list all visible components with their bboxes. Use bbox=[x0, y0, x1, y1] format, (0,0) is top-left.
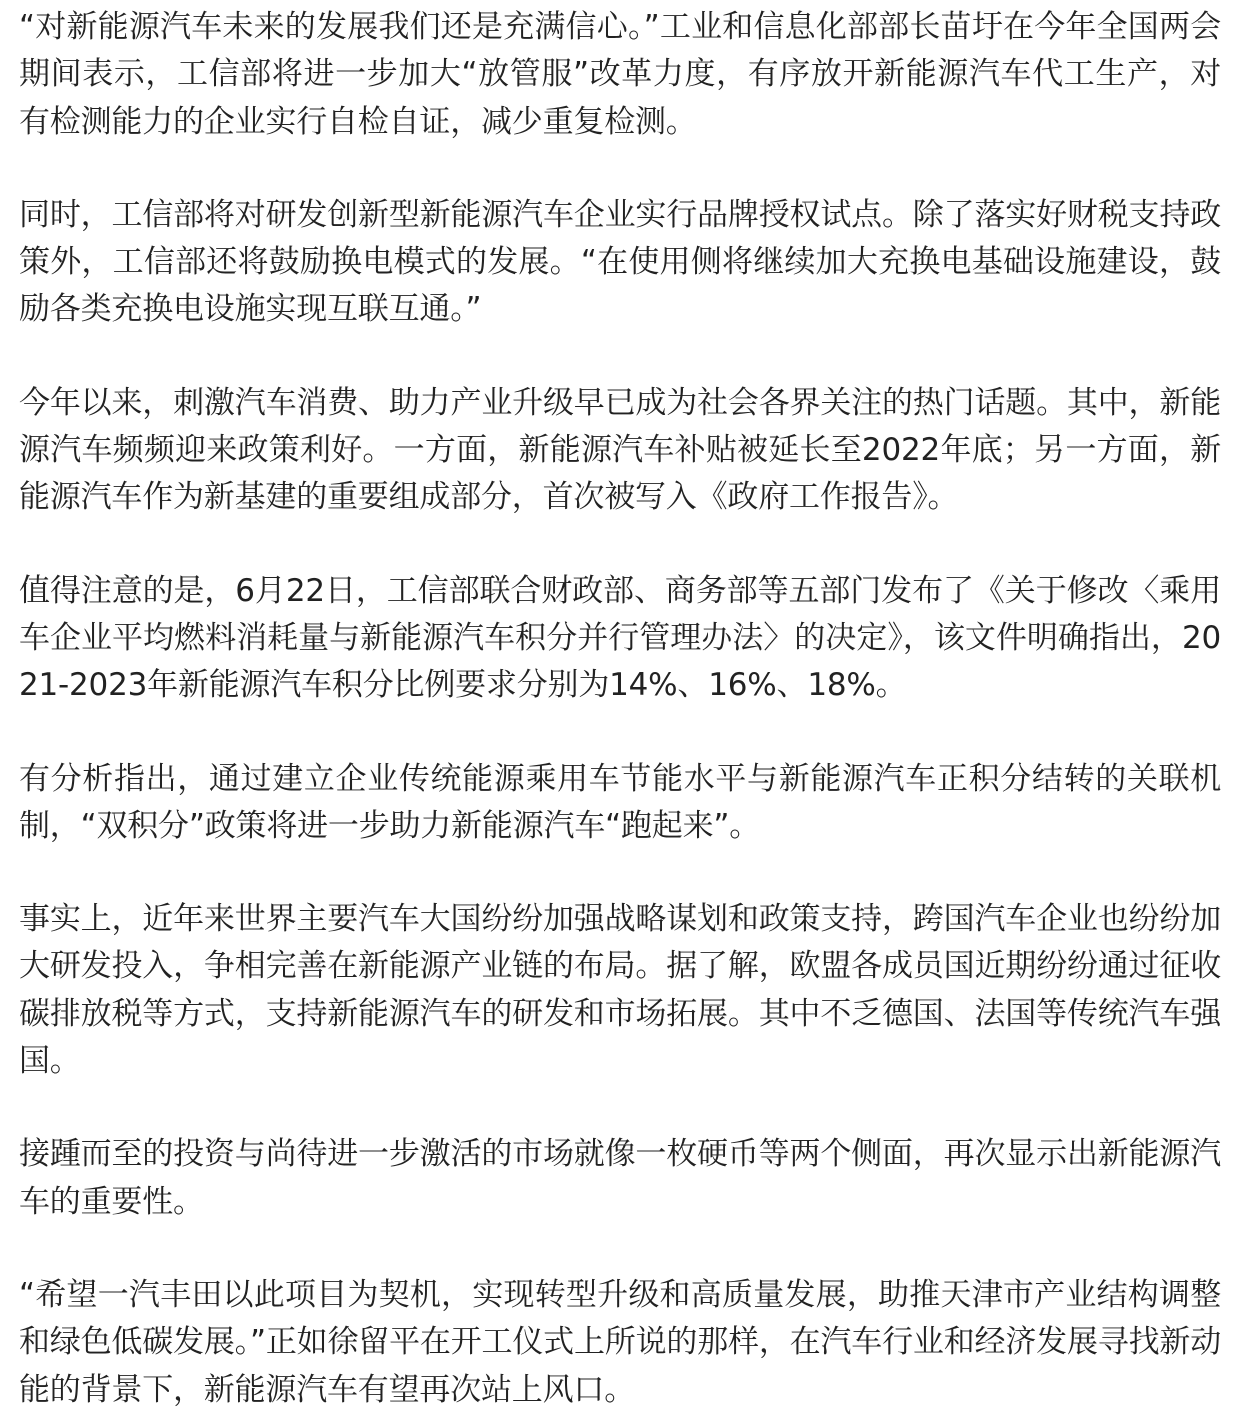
paragraph-4: 值得注意的是，6月22日，工信部联合财政部、商务部等五部门发布了《关于修改〈乘用车企业平均燃料消耗量与新能源汽车积分并行管理办法〉的决定》，该文件明确指出，2021-2023年新能源汽车积分比例要求分别为14%、16%、18%。 bbox=[19, 572, 1221, 704]
paragraph-6: 事实上，近年来世界主要汽车大国纷纷加强战略谋划和政策支持，跨国汽车企业也纷纷加大研发投入，争相完善在新能源产业链的布局。据了解，欧盟各成员国近期纷纷通过征收碳排放税等方式，支持新能源汽车的研发和市场拓展。其中不乏德国、法国等传统汽车强国。 bbox=[19, 901, 1221, 1080]
paragraph-5: 有分析指出，通过建立企业传统能源乘用车节能水平与新能源汽车正积分结转的关联机制，“双积分”政策将进一步助力新能源汽车“跑起来”。 bbox=[19, 760, 1221, 844]
paragraph-2: 同时，工信部将对研发创新型新能源汽车企业实行品牌授权试点。除了落实好财税支持政策外，工信部还将鼓励换电模式的发展。“在使用侧将继续加大充换电基础设施建设，鼓励各类充换电设施实现互联互通。” bbox=[19, 196, 1221, 328]
article-body bbox=[19, 4, 1221, 1414]
paragraph-1: “对新能源汽车未来的发展我们还是充满信心。”工业和信息化部部长苗圩在今年全国两会期间表示，工信部将进一步加大“放管服”改革力度，有序放开新能源汽车代工生产，对有检测能力的企业实行自检自证，减少重复检测。 bbox=[19, 9, 1221, 140]
paragraph-8: “希望一汽丰田以此项目为契机，实现转型升级和高质量发展，助推天津市产业结构调整和绿色低碳发展。”正如徐留平在开工仪式上所说的那样，在汽车行业和经济发展寻找新动能的背景下，新能源汽车有望再次站上风口。 bbox=[19, 1276, 1221, 1408]
paragraph-3: 今年以来，刺激汽车消费、助力产业升级早已成为社会各界关注的热门话题。其中，新能源汽车频频迎来政策利好。一方面，新能源汽车补贴被延长至2022年底；另一方面，新能源汽车作为新基建的重要组成部分，首次被写入《政府工作报告》。 bbox=[19, 384, 1221, 516]
paragraph-7: 接踵而至的投资与尚待进一步激活的市场就像一枚硬币等两个侧面，再次显示出新能源汽车的重要性。 bbox=[19, 1136, 1221, 1220]
